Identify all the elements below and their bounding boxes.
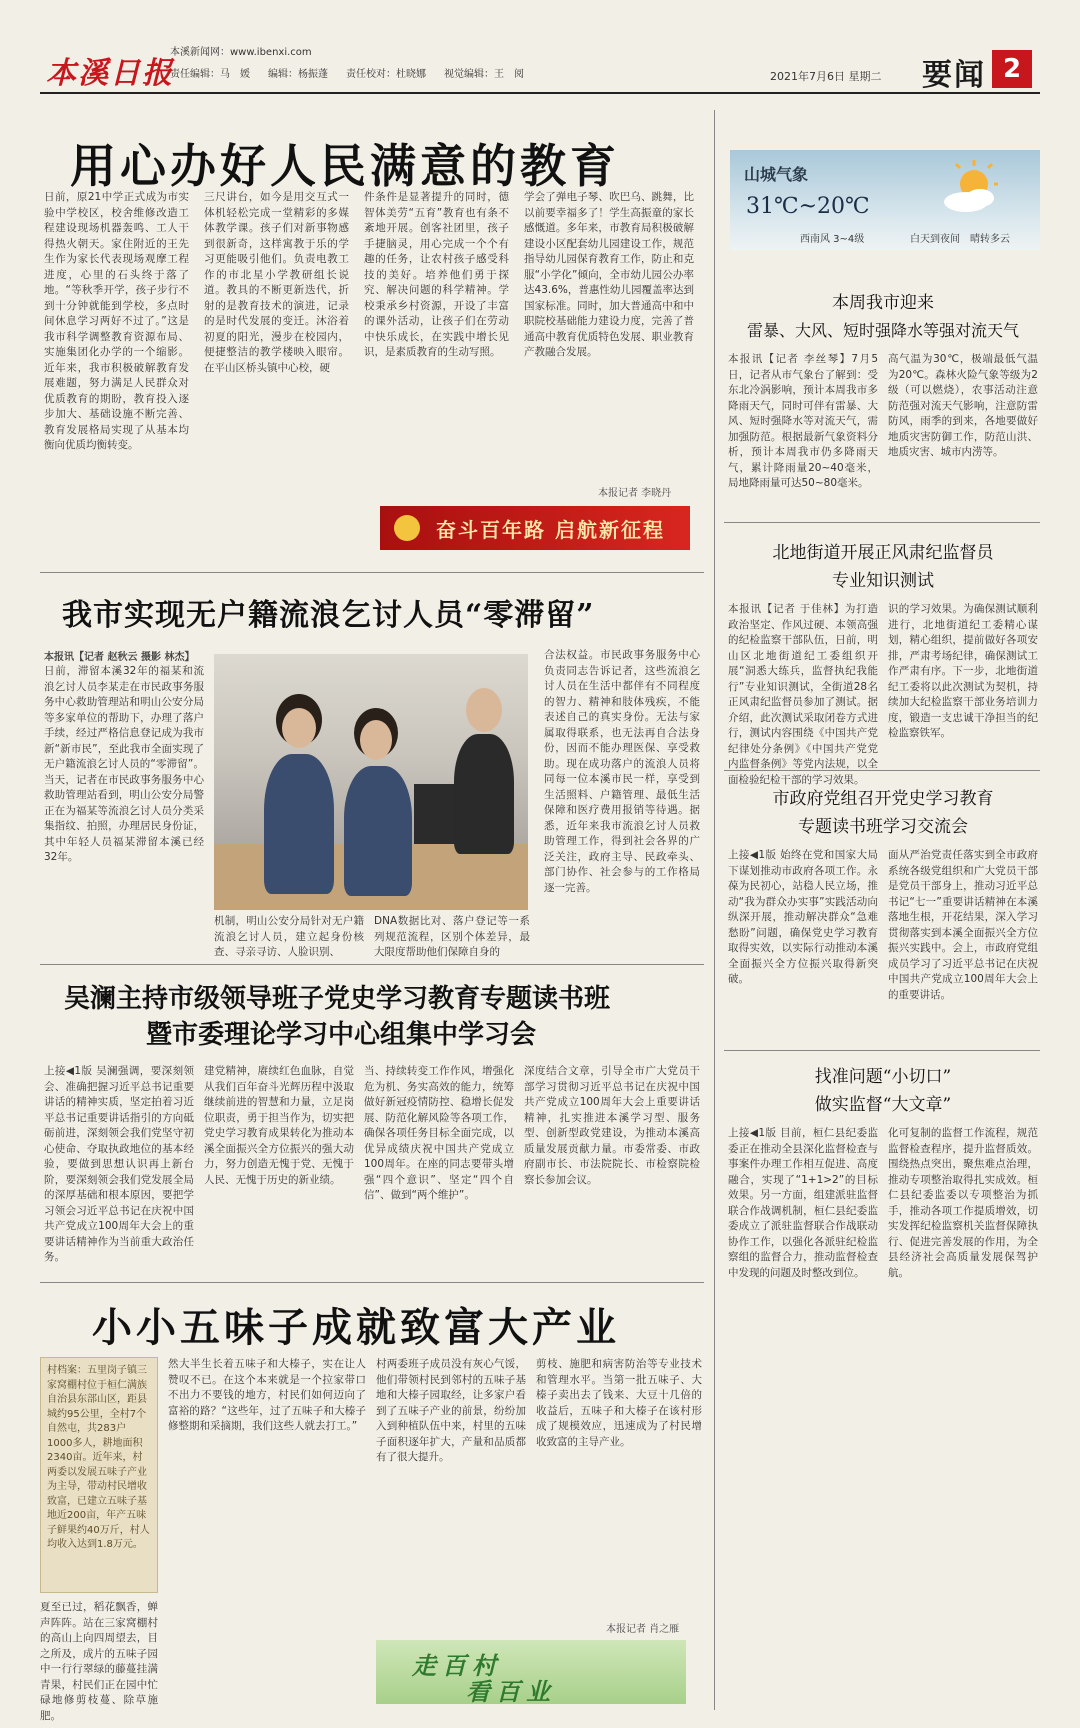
layout-editor-text: 编辑：杨振蓬 <box>268 69 328 80</box>
photo-officer-1-face <box>282 708 316 748</box>
wandering-headline: 我市实现无户籍流浪乞讨人员“零滞留” <box>62 598 595 633</box>
divider <box>40 572 704 573</box>
weather-wind: 西南风 3~4级 <box>800 234 865 245</box>
visual-editor-text: 视觉编辑：王 阅 <box>444 69 524 80</box>
study-col-1: 上接◀1版 吴澜强调，要深刻领会、准确把握习近平总书记重要讲话的精神实质，坚定拍着习近平总书记重要讲话指引的方向砥砺前进，深刻领会我们党坚守初心使命、夺取执政地位的基本经验，要做到思想认识再上新台阶，要深刻领会我们党发展全局的深厚基础和根本原因，要把学习领会习近平总书记在庆祝中国共产党成立100周年大会上的重要讲话精神作为当前重大政治任务。 <box>44 1065 194 1263</box>
party-emblem-icon <box>394 515 420 541</box>
photo-officer-2-face <box>360 720 392 760</box>
study-headline-2: 暨市委理论学习中心组集中学习会 <box>146 1020 537 1050</box>
photo-person-3-face <box>466 688 502 732</box>
centennial-banner <box>380 506 690 550</box>
police-photo <box>214 654 528 910</box>
weather-title: 山城气象 <box>744 165 809 184</box>
discipline-title-1: 北地街道开展正风肃纪监督员 <box>772 543 994 563</box>
column-divider <box>714 110 715 1710</box>
weather-description: 白天到夜间 晴转多云 <box>910 234 1010 245</box>
divider <box>724 1050 1040 1051</box>
wandering-col-1: 日前，滞留本溪32年的福某和流浪乞讨人员李某走在市民政事务服务中心救助管理站和明山公安分局等多家单位的帮助下，办理了落户手续，经过严格信息登记成为我市新“新市民”，至此我市全面实现了无户籍流浪乞讨人员的“零滞留”。当天，记者在市民政事务服务中心救助管理站看到，明山公安分局警正在为福某等流浪乞讨人员分类采集指纹、拍照，办理居民身份证，其中年轻人员福某滞留本溪已经32年。 <box>44 665 204 863</box>
weather-story-title-2: 雷暴、大风、短时强降水等强对流天气 <box>746 321 1019 340</box>
study-headline-1: 吴澜主持市级领导班子党史学习教育专题读书班 <box>64 984 611 1014</box>
schisandra-byline: 本报记者 肖之雁 <box>606 1624 680 1635</box>
education-col-2: 三尺讲台，如今是用交互式一体机轻松完成一堂精彩的多媒体教学课。孩子们对新事物感到很新奇，这样寓教于乐的学习更能吸引他们。负责电教工作的市北星小学教研组长说道。教具的不断更新迭代，折射的是教育技术的演进，记录的是时代发展的变迁。沐浴着初夏的阳光，漫步在校园内，便捷整洁的教学楼映入眼帘。在平山区桥头镇中心校，硬 <box>204 191 349 374</box>
wandering-col-4: 合法权益。市民政事务服务中心负责同志告诉记者，这些流浪乞讨人员在生活中都伴有不同程度的智力、精神和肢体残疾，不能表述自己的真实身份。无法与家属取得联系，也无法再自合法身份，因而不能办理医保、享受救助。现在成功落户的流浪人员将同每一位本溪市民一样，享受到生活照料、户籍管理、最低生活保障和医疗费用报销等待遇。据悉，近年来我市流浪乞讨人员救助管理工作，得到社会各界的广泛关注，政府主导、民政牵头、部门协作、社会参与的工作格局逐一完善。 <box>544 649 700 894</box>
schisandra-col-2: 然大半生长着五味子和大榛子，实在让人赞叹不已。在这个本来就是一个拉家带口不出力不要钱的地方，村民们如何迈向了富裕的路？“这些年，过了五味子和大榛子修整期和采摘期，我们这些人就去打工。” <box>168 1358 366 1432</box>
masthead-info <box>170 46 730 82</box>
photo-officer-2 <box>344 766 412 896</box>
education-byline: 本报记者 李晓丹 <box>598 488 672 499</box>
photo-caption-2: DNA数据比对、落户登记等一系列规范流程，区别个体差异，最大限度帮助他们保障自身的 <box>374 915 530 958</box>
divider <box>40 1282 704 1283</box>
schisandra-headline: 小小五味子成就致富大产业 <box>92 1304 620 1351</box>
weather-story-col-1: 本报讯【记者 李丝琴】7月5日，记者从市气象台了解到：受东北冷涡影响，预计本周我市多降雨天气，同时可伴有雷暴、大风、短时强降水等对流天气，需加强防范。根据最新气象资料分析，预计本周我市仍多降雨天气，累计降雨量20~40毫米，局地降雨量可达50~80毫米。 <box>728 353 878 489</box>
supervision-title-1: 找准问题“小切口” <box>814 1067 952 1087</box>
village-banner-line-2: 看百业 <box>466 1677 556 1706</box>
photo-caption-1: 机制，明山公安分局针对无户籍流浪乞讨人员，建立起身份核查、寻亲寻访、人脸识别、 <box>214 915 364 958</box>
education-col-4: 学会了弹电子琴、吹巴乌、跳舞，比以前要幸福多了！学生高振童的家长感慨道。多年来，市教育局积极破解建设小区配套幼儿园建设工作，规范指导幼儿园保育教育工作，防止和克服“小学化”倾向，全市幼儿园公办率达43.6%，普惠性幼儿园覆盖率达到国家标准。同时，加大普通高中和中职院校基础能力建设力度，完善了普通高中教育优质特色发展、职业教育产教融合发展。 <box>524 191 694 358</box>
page-number: 2 <box>992 50 1032 88</box>
exchange-col-2: 面从严治党责任落实到全市政府系统各级党组织和广大党员干部是党员干部身上，推动习近平总书记“七一”重要讲话精神在本溪落地生根，开花结果，深入学习贯彻落实到本溪全面振兴全方位振兴实践中。会上，市政府党组成员学习了习近平总书记在庆祝中国共产党成立100周年大会上的重要讲话。 <box>888 849 1038 1001</box>
village-profile-box: 村档案：五里岗子镇三家窝棚村位于桓仁满族自治县东部山区，距县城约95公里，全村7个自然屯，共283户1000多人，耕地面积2340亩。近年来，村两委以发展五味子产业为主导，带动村民增收致富，已建立五味子基地近200亩，年产五味子鲜果约40万斤，村人均收入达到1.8万元。 <box>40 1357 158 1593</box>
exchange-col-1: 上接◀1版 始终在党和国家大局下谋划推动市政府各项工作。永葆为民初心，站稳人民立场，推动“我为群众办实事”实践活动向纵深开展，推动解决群众“急难愁盼”问题，确保党史学习教育取得实效，以实际行动推动本溪全面振兴全方位振兴取得新突破。 <box>728 849 878 985</box>
study-col-2: 建党精神，赓续红色血脉，自觉从我们百年奋斗光辉历程中汲取继续前进的智慧和力量，立足岗位职责，勇于担当作为，切实把党史学习教育成果转化为推动本溪全面振兴全方位振兴的强大动力，努力创造无愧于党、无愧于人民、无愧于历史的新业绩。 <box>204 1065 354 1186</box>
study-col-4: 深度结合文章，引导全市广大党员干部学习贯彻习近平总书记在庆祝中国共产党成立100周年大会上重要讲话精神，扎实推进本溪学习型、服务型、创新型政党建设，为推动本溪高质量发展贡献力量。市委常委、市政府副市长、市法院院长、市检察院检察长参加会议。 <box>524 1065 700 1186</box>
wandering-byline: 本报讯【记者 赵秋云 摄影 林杰】 <box>44 652 195 663</box>
divider <box>40 964 704 965</box>
weather-story-title-1: 本周我市迎来 <box>832 293 934 313</box>
photo-person-3 <box>454 734 514 854</box>
weather-story-col-2: 高气温为30℃，极端最低气温为20℃。森林火险气象等级为2级（可以燃烧），农事活动注意防范强对流天气影响，注意防雷防风，雨季的到来，各地要做好地质灾害防御工作，防范山洪、地质灾害、城市内涝等。 <box>888 353 1038 458</box>
schisandra-col-3: 村两委班子成员没有灰心气馁，他们带领村民到邻村的五味子基地和大榛子园取经，让多家户看到了五味子产业的前景，纷纷加入到种植队伍中来，村里的五味子面积逐年扩大，产量和品质都有了很大提升。 <box>376 1358 526 1463</box>
discipline-title-2: 专业知识测试 <box>832 571 934 591</box>
education-col-3: 件条件是显著提升的同时，德智体美劳“五育”教育也有条不紊地开展。创客社团里，孩子手捷脑灵，用心完成一个个有趣的任务，让农村孩子感受科技的美好。培养他们勇于探究、解决问题的科学精神。学校秉承乡村资源，开设了丰富的课外活动，让孩子们在劳动中快乐成长，在实践中增长见识，是素质教育的生动写照。 <box>364 191 509 358</box>
exchange-title-1: 市政府党组召开党史学习教育 <box>772 789 994 809</box>
exchange-title-2: 专题读书班学习交流会 <box>798 817 968 837</box>
centennial-banner-text: 奋斗百年路 启航新征程 <box>436 517 665 542</box>
proofreader-text: 责任校对：杜晓娜 <box>346 69 426 80</box>
discipline-col-1: 本报讯【记者 于佳林】为打造政治坚定、作风过硬、本领高强的纪检监察干部队伍，日前，明山区北地街道纪工委组织开展“洞悉大练兵，监督执纪我能行”专业知识测试，全街道28名正风肃纪监督员参加了测试。据介绍，此次测试采取闭卷方式进行，测试内容围绕《中国共产党纪律处分条例》《中国共产党党内监督条例》等党内法规，以全面检验纪检干部的学习效果。 <box>728 603 878 786</box>
photo-officer-1 <box>264 754 334 894</box>
education-headline: 用心办好人民满意的教育 <box>70 139 620 193</box>
section-title: 要闻 <box>922 58 986 93</box>
weather-temperature: 31℃~20℃ <box>746 194 870 219</box>
village-banner <box>376 1640 686 1704</box>
village-banner-line-1: 走百村 <box>412 1651 502 1680</box>
discipline-col-2: 识的学习效果。为确保测试顺利进行，北地街道纪工委精心谋划，精心组织，提前做好各项安排，严肃考场纪律，确保测试工作严肃有序。下一步，北地街道纪工委将以此次测试为契机，持续加大纪检监察干部业务培训力度，锻造一支忠诚干净担当的纪检监察铁军。 <box>888 603 1038 739</box>
weather-box <box>730 150 1040 250</box>
editor-text: 责任编辑：马 媛 <box>170 69 250 80</box>
supervision-col-1: 上接◀1版 目前，桓仁县纪委监委正在推动全县深化监督检查与事案件办理工作相互促进、高度融合，实现了“1+1>2”的目标效果。另一方面，组建派驻监督联合作战调机制，桓仁县纪委监委成立了派驻监督联合作战联动协作工作，以强化各派驻纪检监察组的监督合力，推动监督检查中发现的问题及时整改到位。 <box>728 1127 878 1279</box>
divider <box>724 770 1040 771</box>
supervision-title-2: 做实监督“大文章” <box>814 1095 952 1115</box>
divider <box>724 522 1040 523</box>
masthead <box>40 46 1040 94</box>
newspaper-logo: 本溪日报 <box>46 56 174 91</box>
schisandra-col-1: 夏至已过，稻花飘香，蝉声阵阵。站在三家窝棚村的高山上向四周望去，目之所及，成片的五味子园中一行行翠绿的藤蔓挂满青果，村民们正在园中忙碌地修剪枝蔓、除草施肥。 <box>40 1601 158 1722</box>
sun-cloud-icon <box>940 158 1000 218</box>
supervision-col-2: 化可复制的监督工作流程，规范监督检查程序，提升监督质效。围绕热点突出，聚焦难点治理，推动专项整治取得扎实成效。桓仁县纪委监委以专项整治为抓手，推动各项工作提质增效，切实发挥纪检监察机关监督保障执行、促进完善发展的作用，为全县经济社会高质量发展保驾护航。 <box>888 1127 1038 1279</box>
issue-date: 2021年7月6日 星期二 <box>770 70 882 83</box>
schisandra-col-4: 剪枝、施肥和病害防治等专业技术和管理水平。当第一批五味子、大榛子卖出去了钱来、大豆十几倍的收益后，五味子和大榛子在该村形成了规模效应，迅速成为了村民增收致富的主导产业。 <box>536 1358 702 1448</box>
website-text: 本溪新闻网：www.ibenxi.com <box>170 47 312 58</box>
study-col-3: 当、持续转变工作作风，增强化危为机、务实高效的能力，统筹做好新冠疫情防控、稳增长促发展、防范化解风险等各项工作，确保各项任务目标全面完成，以优异成绩庆祝中国共产党成立100周年。在座的同志要带头增强“四个意识”、坚定“四个自信”、做到“两个维护”。 <box>364 1065 514 1201</box>
education-col-1: 日前，原21中学正式成为市实验中学校区，校舍维修改造工程建设现场机器轰鸣、工人干得热火朝天。家住附近的王先生作为家长代表现场观摩工程进度，心里的石头终于落了地。“等秋季开学，孩子步行不到十分钟就能到学校，多点时间休息学习两好不过了。”这是我市科学调整教育资源布局、实施集团化办学的一个缩影。近年来，我市积极破解教育发展难题，努力满足人民群众对优质教育的期盼，教育投入逐步加大、基础设施不断完善、教育发展格局实现了从基本均衡向优质均衡转变。 <box>44 191 189 451</box>
